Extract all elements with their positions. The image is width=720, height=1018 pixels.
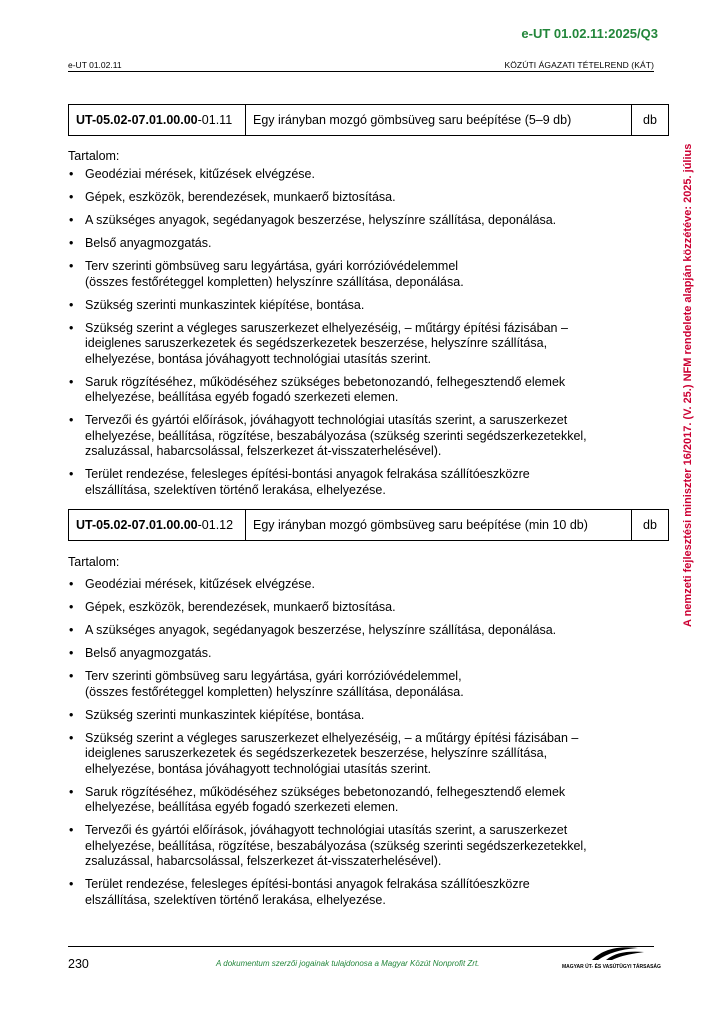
list-item: • Terv szerinti gömbsüveg saru legyártása, gyári korrózióvédelemmel (összes festőréteggel kompletten) helyszínre szállítása, deponálása.: [68, 259, 628, 290]
list-item: • Szükség szerint a végleges saruszerkezet elhelyezéséig, – a műtárgy építési fázisában – ideiglenes saruszerkezetek és segédszerkezetek beszerzése, helyszínre szállítása, elhelyezése, bontása jóváhagyott technológiai utasítás szerint.: [68, 731, 628, 778]
list-item: • Szükség szerint a végleges saruszerkezet elhelyezéséig, – műtárgy építési fázisában – ideiglenes saruszerkezetek és segédszerkezetek beszerzése, helyszínre szállítása, elhelyezése, bontása jóváhagyott technológiai utasítás szerint.: [68, 321, 628, 368]
list-item: • Saruk rögzítéséhez, működéséhez szükséges bebetonozandó, felhegesztendő elemek elhelyezése, beállítása egyéb fogadó szerkezeti elemen.: [68, 785, 628, 816]
section-label: Tartalom:: [68, 149, 120, 163]
header-left-text: e-UT 01.02.11: [68, 60, 122, 70]
list-item: • Gépek, eszközök, berendezések, munkaerő biztosítása.: [68, 600, 628, 616]
logo-text: MAGYAR ÚT- ÉS VASÚTÜGYI TÁRSASÁG: [562, 964, 661, 970]
list-item: • Szükség szerinti munkaszintek kiépítése, bontása.: [68, 708, 628, 724]
copyright-note: A dokumentum szerzői jogainak tulajdonosa a Magyar Közút Nonprofit Zrt.: [216, 959, 480, 968]
section-label: Tartalom:: [68, 555, 120, 569]
list-item: • Belső anyagmozgatás.: [68, 646, 628, 662]
content-list: [68, 577, 628, 916]
item-unit-cell: db: [632, 510, 669, 541]
content-list: [68, 167, 628, 506]
item-code-cell: [69, 105, 246, 136]
item-code-cell: [69, 510, 246, 541]
item-header-row: [69, 510, 669, 541]
list-item: • Terület rendezése, felesleges építési-bontási anyagok felrakása szállítóeszközre elszállítása, szelektíven történő lerakása, elhelyezése.: [68, 467, 628, 498]
item-unit-cell: db: [632, 105, 669, 136]
item-header-row: [69, 105, 669, 136]
list-item: • Belső anyagmozgatás.: [68, 236, 628, 252]
list-item: • Saruk rögzítéséhez, működéséhez szükséges bebetonozandó, felhegesztendő elemek elhelyezése, beállítása egyéb fogadó szerkezeti elemen.: [68, 375, 628, 406]
list-item: • Terület rendezése, felesleges építési-bontási anyagok felrakása szállítóeszközre elszállítása, szelektíven történő lerakása, elhelyezése.: [68, 877, 628, 908]
road-logo-icon: [562, 944, 654, 962]
item-code-suffix: -01.12: [197, 518, 234, 532]
header-rule: [68, 71, 654, 72]
list-item: • A szükséges anyagok, segédanyagok beszerzése, helyszínre szállítása, deponálása.: [68, 213, 628, 229]
item-header-table: [68, 509, 669, 541]
item-title-cell: Egy irányban mozgó gömbsüveg saru beépítése (5–9 db): [246, 105, 632, 136]
list-item: • Geodéziai mérések, kitűzések elvégzése.: [68, 577, 628, 593]
list-item: • Tervezői és gyártói előírások, jóváhagyott technológiai utasítás szerint, a saruszerkezet elhelyezése, beállítása, rögzítése, beszabályozása (szükség szerinti segédszerkezetekkel, zsaluzással, habarcsolással, felszerkezet át-visszaterhelésével).: [68, 823, 628, 870]
list-item: • A szükséges anyagok, segédanyagok beszerzése, helyszínre szállítása, deponálása.: [68, 623, 628, 639]
list-item: • Gépek, eszközök, berendezések, munkaerő biztosítása.: [68, 190, 628, 206]
organization-logo: [562, 944, 661, 970]
list-item: • Tervezői és gyártói előírások, jóváhagyott technológiai utasítás szerint, a saruszerkezet elhelyezése, beállítása, rögzítése, beszabályozása (szükség szerinti segédszerkezetekkel, zsaluzással, habarcsolással, felszerkezet át-visszaterhelésével).: [68, 413, 628, 460]
list-item: • Terv szerinti gömbsüveg saru legyártása, gyári korrózióvédelemmel, (összes festőréteggel kompletten) helyszínre szállítása, deponálása.: [68, 669, 628, 700]
item-code-bold: UT-05.02-07.01.00.00: [76, 518, 198, 532]
item-title-cell: Egy irányban mozgó gömbsüveg saru beépítése (min 10 db): [246, 510, 632, 541]
header-right-text: KÖZÚTI ÁGAZATI TÉTELREND (KÁT): [504, 60, 654, 70]
document-code: e-UT 01.02.11:2025/Q3: [521, 26, 658, 41]
item-header-table: [68, 104, 669, 136]
list-item: • Geodéziai mérések, kitűzések elvégzése.: [68, 167, 628, 183]
page-number: 230: [68, 957, 89, 971]
list-item: • Szükség szerinti munkaszintek kiépítése, bontása.: [68, 298, 628, 314]
item-code-bold: UT-05.02-07.01.00.00: [76, 113, 198, 127]
side-publication-note: A nemzeti fejlesztési miniszter 16/2017. (V. 25.) NFM rendelete alapján közzétéve: 2025. július: [682, 143, 694, 627]
item-code-suffix: -01.11: [197, 113, 233, 127]
